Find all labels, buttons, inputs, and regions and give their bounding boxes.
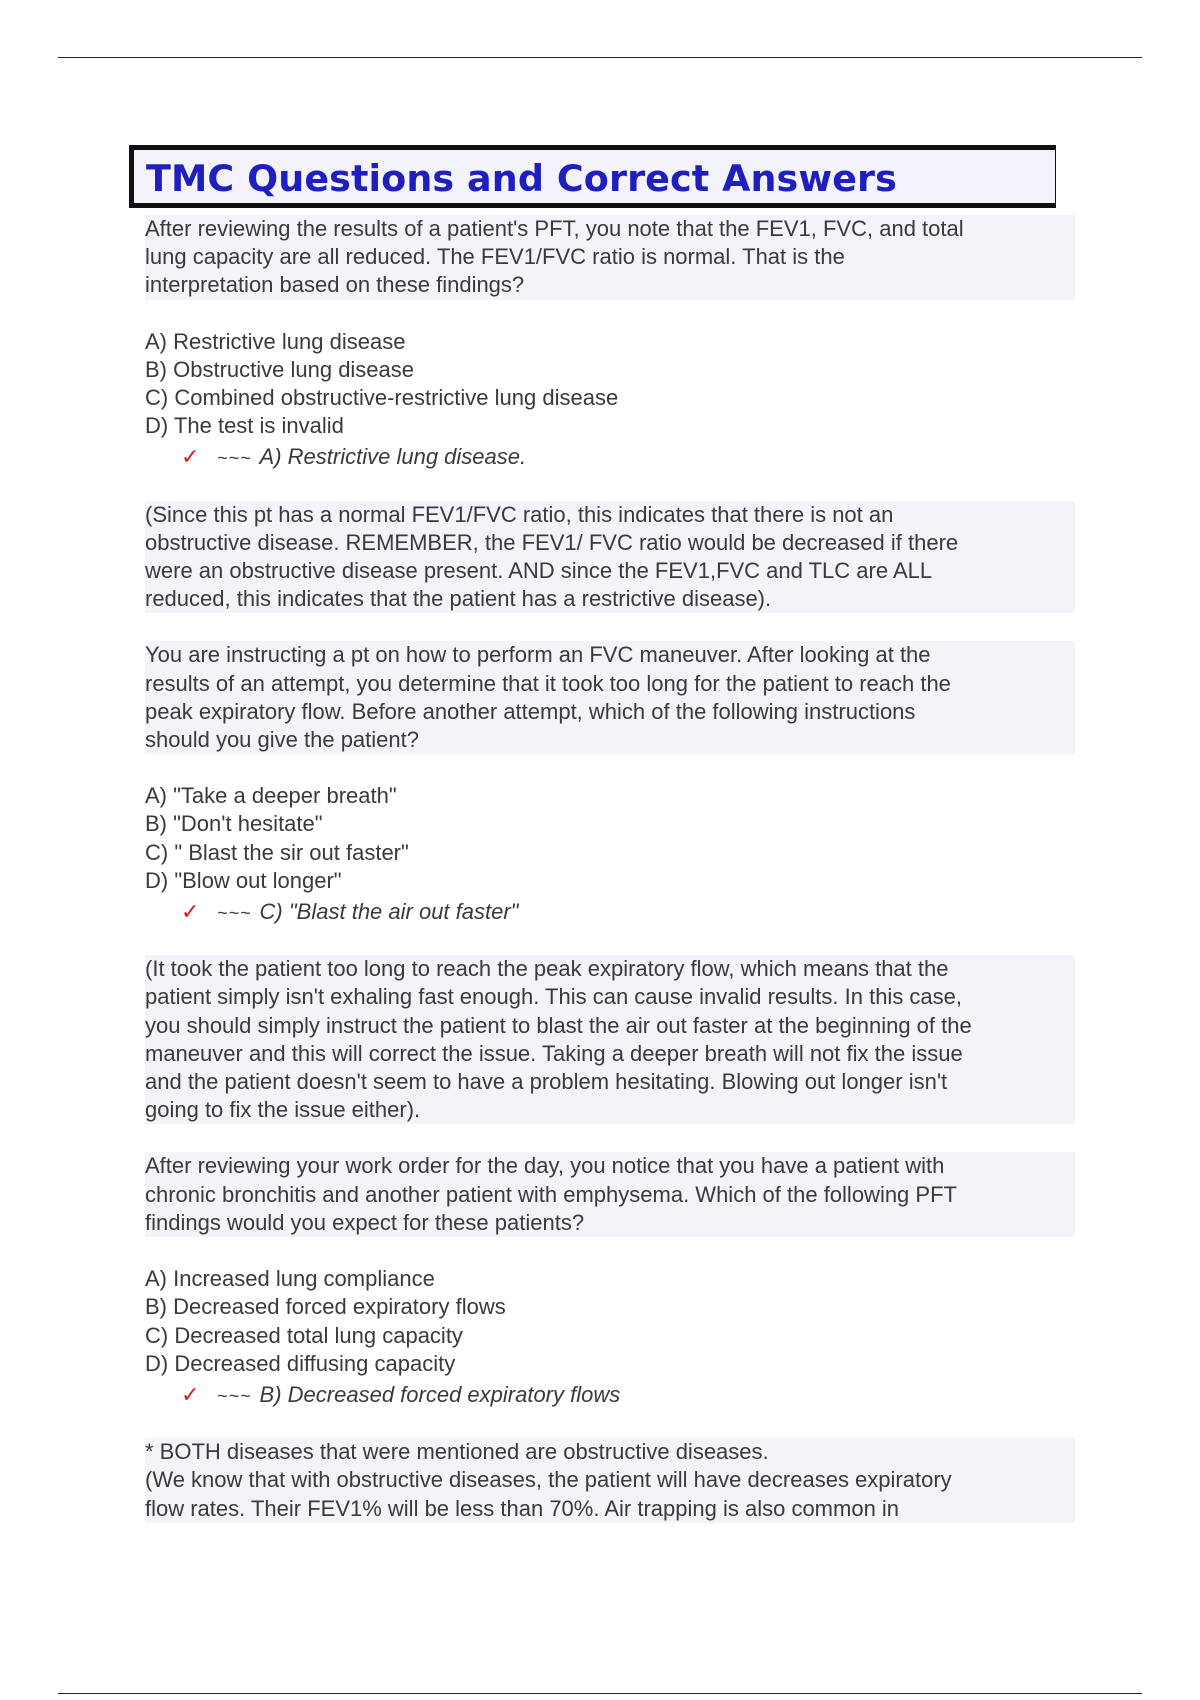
question-line: interpretation based on these findings? (145, 271, 1075, 299)
question-line: findings would you expect for these patients? (145, 1209, 1075, 1237)
bottom-rule (58, 1693, 1142, 1694)
explanation-line: (We know that with obstructive diseases, the patient will have decreases expiratory (145, 1466, 1075, 1494)
correct-answer (181, 1381, 1075, 1410)
answer-options (145, 782, 1075, 895)
answer-prefix: ~~~ (217, 1385, 252, 1406)
explanation-line: going to fix the issue either). (145, 1096, 1075, 1124)
top-rule (58, 57, 1142, 58)
explanation (145, 501, 1075, 614)
option-d: D) "Blow out longer" (145, 867, 342, 893)
explanation-line: maneuver and this will correct the issue. Taking a deeper breath will not fix the issue (145, 1040, 1075, 1068)
question-line: After reviewing your work order for the day, you notice that you have a patient with (145, 1152, 1075, 1180)
option-c: C) Decreased total lung capacity (145, 1322, 463, 1348)
explanation-line: and the patient doesn't seem to have a problem hesitating. Blowing out longer isn't (145, 1068, 1075, 1096)
question-block (145, 641, 1075, 1124)
title-box (129, 145, 1056, 208)
question-text (145, 641, 1075, 754)
answer-text: C) "Blast the air out faster" (259, 899, 519, 925)
question-block (145, 215, 1075, 613)
checkmark-icon: ✓ (181, 899, 200, 925)
option-b: B) "Don't hesitate" (145, 811, 323, 837)
option-c: C) " Blast the sir out faster" (145, 839, 409, 865)
question-line: should you give the patient? (145, 726, 1075, 754)
explanation-line: you should simply instruct the patient to blast the air out faster at the beginning of the (145, 1012, 1075, 1040)
explanation (145, 955, 1075, 1124)
correct-answer (181, 898, 1075, 927)
explanation-line: were an obstructive disease present. AND since the FEV1,FVC and TLC are ALL (145, 557, 1075, 585)
option-a: A) Increased lung compliance (145, 1266, 435, 1292)
answer-prefix: ~~~ (217, 448, 252, 469)
answer-text: A) Restrictive lung disease. (259, 444, 527, 470)
document-body (145, 215, 1075, 1551)
question-line: chronic bronchitis and another patient with emphysema. Which of the following PFT (145, 1181, 1075, 1209)
correct-answer (181, 443, 1075, 472)
answer-prefix: ~~~ (217, 903, 252, 924)
question-block (145, 1152, 1075, 1522)
explanation-line: * BOTH diseases that were mentioned are obstructive diseases. (145, 1438, 1075, 1466)
explanation-line: (It took the patient too long to reach the peak expiratory flow, which means that the (145, 955, 1075, 983)
question-line: results of an attempt, you determine that it took too long for the patient to reach the (145, 670, 1075, 698)
question-text (145, 1152, 1075, 1237)
question-line: After reviewing the results of a patient's PFT, you note that the FEV1, FVC, and total (145, 215, 1075, 243)
checkmark-icon: ✓ (181, 444, 200, 470)
question-text (145, 215, 1075, 300)
explanation-line: (Since this pt has a normal FEV1/FVC ratio, this indicates that there is not an (145, 501, 1075, 529)
answer-text: B) Decreased forced expiratory flows (259, 1381, 621, 1407)
option-b: B) Obstructive lung disease (145, 356, 415, 382)
option-d: D) The test is invalid (145, 413, 344, 439)
page-title: TMC Questions and Correct Answers (146, 157, 897, 200)
answer-options (145, 1265, 1075, 1378)
explanation-line: reduced, this indicates that the patient has a restrictive disease). (145, 585, 1075, 613)
question-line: lung capacity are all reduced. The FEV1/FVC ratio is normal. That is the (145, 243, 1075, 271)
option-a: A) Restrictive lung disease (145, 328, 406, 354)
explanation-line: patient simply isn't exhaling fast enough. This can cause invalid results. In this case, (145, 983, 1075, 1011)
explanation-line: obstructive disease. REMEMBER, the FEV1/ FVC ratio would be decreased if there (145, 529, 1075, 557)
question-line: peak expiratory flow. Before another attempt, which of the following instructions (145, 698, 1075, 726)
explanation (145, 1438, 1075, 1523)
option-d: D) Decreased diffusing capacity (145, 1350, 456, 1376)
checkmark-icon: ✓ (181, 1381, 200, 1407)
question-line: You are instructing a pt on how to perform an FVC maneuver. After looking at the (145, 641, 1075, 669)
answer-options (145, 328, 1075, 441)
option-a: A) "Take a deeper breath" (145, 783, 397, 809)
option-c: C) Combined obstructive-restrictive lung disease (145, 385, 619, 411)
option-b: B) Decreased forced expiratory flows (145, 1294, 506, 1320)
explanation-line: flow rates. Their FEV1% will be less than 70%. Air trapping is also common in (145, 1495, 1075, 1523)
